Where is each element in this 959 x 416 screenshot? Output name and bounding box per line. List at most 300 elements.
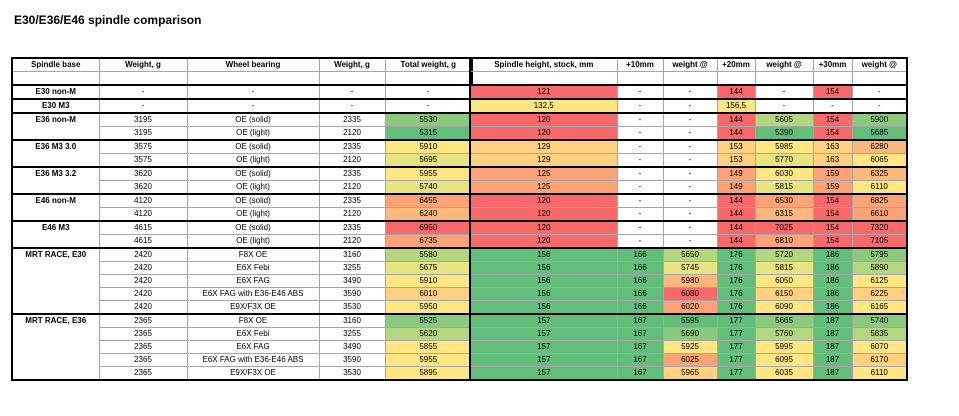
height-plus-30: 154 bbox=[813, 221, 852, 235]
height-plus-30: 187 bbox=[813, 328, 852, 341]
bearing-weight: 2335 bbox=[319, 194, 385, 208]
weight-at-20: 5665 bbox=[755, 314, 813, 328]
weight-at-10: 6080 bbox=[663, 288, 717, 301]
spindle-weight: 2365 bbox=[99, 328, 187, 341]
height-plus-20: 177 bbox=[717, 354, 755, 367]
height-plus-30: 163 bbox=[813, 140, 852, 154]
spindle-weight: 3575 bbox=[99, 154, 187, 168]
wheel-bearing: E9X/F3X OE bbox=[187, 367, 319, 381]
height-plus-10: - bbox=[617, 154, 663, 168]
table-row bbox=[470, 301, 907, 315]
bearing-weight: 2120 bbox=[319, 154, 385, 168]
spindle-weight: 4120 bbox=[99, 208, 187, 222]
total-weight: 6240 bbox=[385, 208, 472, 222]
weight-at-30: 5835 bbox=[852, 328, 907, 341]
spindle-height: 157 bbox=[470, 341, 617, 354]
wheel-bearing: E6X FAG with E36-E46 ABS bbox=[187, 354, 319, 367]
empty-cell bbox=[717, 72, 755, 86]
height-plus-30: 187 bbox=[813, 354, 852, 367]
total-weight: 6455 bbox=[385, 194, 472, 208]
weight-at-30: 6325 bbox=[852, 167, 907, 181]
weight-at-10: 6025 bbox=[663, 354, 717, 367]
table-row bbox=[470, 354, 907, 367]
bearing-weight: 2120 bbox=[319, 235, 385, 249]
spindle-weight: 4615 bbox=[99, 235, 187, 249]
total-weight: 5910 bbox=[385, 140, 472, 154]
weight-at-20: - bbox=[755, 99, 813, 113]
bearing-weight: 2120 bbox=[319, 181, 385, 195]
height-plus-30: 154 bbox=[813, 113, 852, 127]
weight-at-20: 6090 bbox=[755, 301, 813, 315]
total-weight: 5910 bbox=[385, 275, 472, 288]
total-weight: 5950 bbox=[385, 301, 472, 315]
weight-at-20: 6150 bbox=[755, 288, 813, 301]
table-row bbox=[12, 99, 472, 113]
height-plus-20: 149 bbox=[717, 167, 755, 181]
weight-at-30: 5890 bbox=[852, 262, 907, 275]
height-plus-20: 176 bbox=[717, 262, 755, 275]
column-header: Spindle height, stock, mm bbox=[470, 58, 617, 72]
table-row bbox=[12, 167, 472, 181]
spindle-height: 120 bbox=[470, 235, 617, 249]
height-plus-10: - bbox=[617, 99, 663, 113]
weight-at-20: 6530 bbox=[755, 194, 813, 208]
column-header: Total weight, g bbox=[385, 58, 472, 72]
height-plus-10: 166 bbox=[617, 301, 663, 315]
weight-at-10: 5595 bbox=[663, 314, 717, 328]
bearing-weight: 3530 bbox=[319, 367, 385, 381]
wheel-bearing: OE (light) bbox=[187, 235, 319, 249]
table-row bbox=[470, 367, 907, 381]
weight-at-20: 5995 bbox=[755, 341, 813, 354]
height-plus-20: 177 bbox=[717, 314, 755, 328]
table-row bbox=[12, 113, 472, 127]
column-header: Wheel bearing bbox=[187, 58, 319, 72]
empty-cell bbox=[99, 72, 187, 86]
weight-at-30: 5795 bbox=[852, 248, 907, 262]
wheel-bearing: OE (solid) bbox=[187, 221, 319, 235]
empty-cell bbox=[12, 72, 99, 86]
bearing-weight: - bbox=[319, 85, 385, 99]
spindle-weight: 2420 bbox=[99, 288, 187, 301]
wheel-bearing: E6X Febi bbox=[187, 262, 319, 275]
height-plus-20: 156,5 bbox=[717, 99, 755, 113]
height-plus-30: 159 bbox=[813, 167, 852, 181]
height-plus-20: 176 bbox=[717, 275, 755, 288]
empty-cell bbox=[852, 72, 907, 86]
weight-at-20: 6810 bbox=[755, 235, 813, 249]
spindle-height: 120 bbox=[470, 208, 617, 222]
table-row bbox=[470, 328, 907, 341]
wheel-bearing: E6X FAG with E36-E46 ABS bbox=[187, 288, 319, 301]
spindle-weight: 3620 bbox=[99, 181, 187, 195]
height-plus-10: - bbox=[617, 208, 663, 222]
weight-at-30: - bbox=[852, 99, 907, 113]
empty-cell bbox=[663, 72, 717, 86]
weight-at-10: 5650 bbox=[663, 248, 717, 262]
weight-at-30: 6170 bbox=[852, 354, 907, 367]
height-plus-30: 187 bbox=[813, 314, 852, 328]
empty-cell bbox=[617, 72, 663, 86]
weight-at-10: - bbox=[663, 208, 717, 222]
weight-at-30: 6825 bbox=[852, 194, 907, 208]
bearing-weight: - bbox=[319, 99, 385, 113]
table-row bbox=[470, 262, 907, 275]
weight-at-30: 6065 bbox=[852, 154, 907, 168]
height-plus-30: 154 bbox=[813, 208, 852, 222]
weight-at-20: 5720 bbox=[755, 248, 813, 262]
weight-at-30: 6110 bbox=[852, 181, 907, 195]
height-plus-30: 163 bbox=[813, 154, 852, 168]
weight-at-30: 5685 bbox=[852, 127, 907, 141]
total-weight: 5530 bbox=[385, 113, 472, 127]
height-plus-20: 149 bbox=[717, 181, 755, 195]
height-plus-20: 144 bbox=[717, 127, 755, 141]
spindle-weight: 4120 bbox=[99, 194, 187, 208]
height-plus-20: 176 bbox=[717, 288, 755, 301]
height-plus-30: - bbox=[813, 99, 852, 113]
weight-at-10: - bbox=[663, 154, 717, 168]
bearing-weight: 2335 bbox=[319, 221, 385, 235]
empty-cell bbox=[187, 72, 319, 86]
height-plus-20: 144 bbox=[717, 221, 755, 235]
header-row bbox=[12, 58, 472, 72]
wheel-bearing: OE (light) bbox=[187, 154, 319, 168]
column-header: weight @ bbox=[852, 58, 907, 72]
weight-at-10: 5690 bbox=[663, 328, 717, 341]
total-weight: 5525 bbox=[385, 314, 472, 328]
height-plus-20: 144 bbox=[717, 235, 755, 249]
height-plus-10: - bbox=[617, 221, 663, 235]
table-row bbox=[470, 208, 907, 222]
spindle-height: 120 bbox=[470, 113, 617, 127]
bearing-weight: 3590 bbox=[319, 288, 385, 301]
spindle-height: 157 bbox=[470, 328, 617, 341]
height-plus-30: 186 bbox=[813, 288, 852, 301]
wheel-bearing: OE (light) bbox=[187, 127, 319, 141]
spindle-base-label: E46 non-M bbox=[12, 194, 99, 221]
weight-at-10: 6020 bbox=[663, 301, 717, 315]
height-plus-10: - bbox=[617, 140, 663, 154]
bearing-weight: 3160 bbox=[319, 248, 385, 262]
table-row bbox=[470, 288, 907, 301]
spindle-base-label: E36 M3 3.0 bbox=[12, 140, 99, 167]
table-row bbox=[470, 181, 907, 195]
column-header: +10mm bbox=[617, 58, 663, 72]
height-plus-10: 167 bbox=[617, 314, 663, 328]
bearing-weight: 3160 bbox=[319, 314, 385, 328]
table-row bbox=[470, 113, 907, 127]
weight-table bbox=[11, 57, 473, 381]
height-plus-30: 154 bbox=[813, 194, 852, 208]
spindle-height: 157 bbox=[470, 354, 617, 367]
spindle-height: 125 bbox=[470, 167, 617, 181]
height-plus-30: 159 bbox=[813, 181, 852, 195]
spindle-weight: 3575 bbox=[99, 140, 187, 154]
spacer-row bbox=[470, 72, 907, 86]
bearing-weight: 2120 bbox=[319, 127, 385, 141]
total-weight: 5895 bbox=[385, 367, 472, 381]
weight-at-10: 5745 bbox=[663, 262, 717, 275]
wheel-bearing: OE (light) bbox=[187, 208, 319, 222]
weight-at-20: 6030 bbox=[755, 167, 813, 181]
bearing-weight: 2120 bbox=[319, 208, 385, 222]
bearing-weight: 2335 bbox=[319, 140, 385, 154]
height-plus-10: 167 bbox=[617, 328, 663, 341]
spindle-height: 129 bbox=[470, 154, 617, 168]
spacer-row bbox=[12, 72, 472, 86]
total-weight: 6735 bbox=[385, 235, 472, 249]
spindle-weight: 2365 bbox=[99, 341, 187, 354]
table-row bbox=[470, 127, 907, 141]
spindle-weight: 2365 bbox=[99, 314, 187, 328]
spindle-weight: 2420 bbox=[99, 262, 187, 275]
height-plus-10: - bbox=[617, 85, 663, 99]
table-row bbox=[470, 341, 907, 354]
empty-cell bbox=[319, 72, 385, 86]
weight-at-10: - bbox=[663, 181, 717, 195]
spindle-height: 156 bbox=[470, 248, 617, 262]
bearing-weight: 2335 bbox=[319, 113, 385, 127]
empty-cell bbox=[755, 72, 813, 86]
spindle-height: 120 bbox=[470, 221, 617, 235]
table-row bbox=[470, 140, 907, 154]
weight-at-30: 6110 bbox=[852, 367, 907, 381]
height-plus-10: 166 bbox=[617, 275, 663, 288]
weight-at-10: - bbox=[663, 235, 717, 249]
bearing-weight: 3530 bbox=[319, 301, 385, 315]
page-title: E30/E36/E46 spindle comparison bbox=[14, 13, 202, 27]
total-weight: 5695 bbox=[385, 154, 472, 168]
weight-at-30: 7320 bbox=[852, 221, 907, 235]
height-plus-30: 186 bbox=[813, 301, 852, 315]
spindle-height: 157 bbox=[470, 367, 617, 381]
wheel-bearing: OE (solid) bbox=[187, 140, 319, 154]
height-plus-10: 166 bbox=[617, 248, 663, 262]
total-weight: 6010 bbox=[385, 288, 472, 301]
header-row bbox=[470, 58, 907, 72]
height-plus-10: - bbox=[617, 167, 663, 181]
spindle-height: 121 bbox=[470, 85, 617, 99]
wheel-bearing: E6X Febi bbox=[187, 328, 319, 341]
spindle-height: 156 bbox=[470, 301, 617, 315]
spindle-weight: - bbox=[99, 85, 187, 99]
weight-at-20: 5770 bbox=[755, 154, 813, 168]
spindle-height: 120 bbox=[470, 194, 617, 208]
weight-at-20: 5815 bbox=[755, 181, 813, 195]
height-plus-10: - bbox=[617, 235, 663, 249]
wheel-bearing: E6X FAG bbox=[187, 275, 319, 288]
column-header: weight @ bbox=[755, 58, 813, 72]
wheel-bearing: OE (light) bbox=[187, 181, 319, 195]
weight-at-20: 6315 bbox=[755, 208, 813, 222]
height-plus-10: - bbox=[617, 181, 663, 195]
wheel-bearing: OE (solid) bbox=[187, 167, 319, 181]
table-row bbox=[470, 314, 907, 328]
weight-at-20: 6035 bbox=[755, 367, 813, 381]
table-row bbox=[12, 314, 472, 328]
bearing-weight: 2335 bbox=[319, 167, 385, 181]
total-weight: 5740 bbox=[385, 181, 472, 195]
height-plus-10: 166 bbox=[617, 288, 663, 301]
weight-at-20: 5815 bbox=[755, 262, 813, 275]
wheel-bearing: - bbox=[187, 85, 319, 99]
spindle-height: 120 bbox=[470, 127, 617, 141]
spindle-weight: 3620 bbox=[99, 167, 187, 181]
table-row bbox=[470, 154, 907, 168]
total-weight: 5955 bbox=[385, 354, 472, 367]
spindle-base-label: E30 M3 bbox=[12, 99, 99, 113]
table-row bbox=[470, 248, 907, 262]
spindle-base-label: E46 M3 bbox=[12, 221, 99, 248]
height-plus-10: - bbox=[617, 127, 663, 141]
height-plus-10: 167 bbox=[617, 354, 663, 367]
weight-at-20: 6050 bbox=[755, 275, 813, 288]
bearing-weight: 3490 bbox=[319, 341, 385, 354]
wheel-bearing: E6X FAG bbox=[187, 341, 319, 354]
height-plus-30: 154 bbox=[813, 235, 852, 249]
table-row bbox=[470, 85, 907, 99]
height-plus-10: 167 bbox=[617, 367, 663, 381]
spindle-height: 157 bbox=[470, 314, 617, 328]
height-plus-30: 187 bbox=[813, 367, 852, 381]
spindle-height: 125 bbox=[470, 181, 617, 195]
weight-at-30: 6165 bbox=[852, 301, 907, 315]
table-row bbox=[470, 99, 907, 113]
table-row bbox=[12, 221, 472, 235]
weight-at-20: - bbox=[755, 85, 813, 99]
table-row bbox=[12, 194, 472, 208]
table-row bbox=[12, 85, 472, 99]
weight-at-20: 5390 bbox=[755, 127, 813, 141]
bearing-weight: 3490 bbox=[319, 275, 385, 288]
height-plus-20: 176 bbox=[717, 301, 755, 315]
weight-at-30: 6225 bbox=[852, 288, 907, 301]
height-plus-20: 176 bbox=[717, 248, 755, 262]
height-plus-20: 144 bbox=[717, 208, 755, 222]
spindle-height: 156 bbox=[470, 288, 617, 301]
weight-at-10: - bbox=[663, 194, 717, 208]
weight-at-30: 6125 bbox=[852, 275, 907, 288]
height-plus-20: 177 bbox=[717, 367, 755, 381]
spindle-weight: 2420 bbox=[99, 301, 187, 315]
total-weight: - bbox=[385, 99, 472, 113]
column-header: Spindle base bbox=[12, 58, 99, 72]
spindle-height-table bbox=[469, 57, 908, 381]
weight-at-30: 6070 bbox=[852, 341, 907, 354]
weight-at-30: 6280 bbox=[852, 140, 907, 154]
height-plus-10: - bbox=[617, 113, 663, 127]
spindle-height: 129 bbox=[470, 140, 617, 154]
column-header: Weight, g bbox=[319, 58, 385, 72]
height-plus-30: 186 bbox=[813, 275, 852, 288]
height-plus-30: 154 bbox=[813, 85, 852, 99]
height-plus-20: 144 bbox=[717, 85, 755, 99]
column-header: +20mm bbox=[717, 58, 755, 72]
spindle-base-label: MRT RACE, E30 bbox=[12, 248, 99, 314]
column-header: Weight, g bbox=[99, 58, 187, 72]
total-weight: 5620 bbox=[385, 328, 472, 341]
weight-at-20: 7025 bbox=[755, 221, 813, 235]
height-plus-20: 153 bbox=[717, 140, 755, 154]
weight-at-30: 5740 bbox=[852, 314, 907, 328]
weight-at-10: - bbox=[663, 167, 717, 181]
height-plus-20: 144 bbox=[717, 113, 755, 127]
height-plus-10: 167 bbox=[617, 341, 663, 354]
height-plus-30: 186 bbox=[813, 262, 852, 275]
weight-at-10: - bbox=[663, 221, 717, 235]
wheel-bearing: E9X/F3X OE bbox=[187, 301, 319, 315]
weight-at-30: 7105 bbox=[852, 235, 907, 249]
spindle-weight: 2365 bbox=[99, 367, 187, 381]
total-weight: 5955 bbox=[385, 167, 472, 181]
table-row bbox=[470, 221, 907, 235]
bearing-weight: 3255 bbox=[319, 328, 385, 341]
spindle-base-label: MRT RACE, E36 bbox=[12, 314, 99, 380]
weight-at-10: 5980 bbox=[663, 275, 717, 288]
empty-cell bbox=[813, 72, 852, 86]
spindle-height: 156 bbox=[470, 275, 617, 288]
empty-cell bbox=[385, 72, 472, 86]
weight-at-30: 6610 bbox=[852, 208, 907, 222]
spindle-weight: 3195 bbox=[99, 127, 187, 141]
spindle-weight: 2420 bbox=[99, 275, 187, 288]
height-plus-30: 186 bbox=[813, 248, 852, 262]
wheel-bearing: F8X OE bbox=[187, 314, 319, 328]
table-row bbox=[470, 235, 907, 249]
weight-at-20: 6095 bbox=[755, 354, 813, 367]
weight-at-10: - bbox=[663, 99, 717, 113]
weight-at-10: - bbox=[663, 85, 717, 99]
spindle-base-label: E36 non-M bbox=[12, 113, 99, 140]
spindle-base-label: E36 M3 3.2 bbox=[12, 167, 99, 194]
total-weight: - bbox=[385, 85, 472, 99]
height-plus-10: 166 bbox=[617, 262, 663, 275]
height-plus-20: 177 bbox=[717, 341, 755, 354]
table-row bbox=[470, 167, 907, 181]
spindle-weight: 2420 bbox=[99, 248, 187, 262]
column-header: weight @ bbox=[663, 58, 717, 72]
wheel-bearing: F8X OE bbox=[187, 248, 319, 262]
table-row bbox=[470, 275, 907, 288]
height-plus-30: 187 bbox=[813, 341, 852, 354]
empty-cell bbox=[470, 72, 617, 86]
weight-at-10: 5965 bbox=[663, 367, 717, 381]
height-plus-20: 144 bbox=[717, 194, 755, 208]
height-plus-20: 177 bbox=[717, 328, 755, 341]
wheel-bearing: OE (solid) bbox=[187, 194, 319, 208]
spindle-base-label: E30 non-M bbox=[12, 85, 99, 99]
bearing-weight: 3255 bbox=[319, 262, 385, 275]
table-row bbox=[12, 248, 472, 262]
total-weight: 5315 bbox=[385, 127, 472, 141]
spindle-weight: 2365 bbox=[99, 354, 187, 367]
weight-at-20: 5760 bbox=[755, 328, 813, 341]
total-weight: 5675 bbox=[385, 262, 472, 275]
bearing-weight: 3590 bbox=[319, 354, 385, 367]
weight-at-30: 5900 bbox=[852, 113, 907, 127]
spindle-weight: 4615 bbox=[99, 221, 187, 235]
wheel-bearing: OE (solid) bbox=[187, 113, 319, 127]
total-weight: 5855 bbox=[385, 341, 472, 354]
weight-at-20: 5605 bbox=[755, 113, 813, 127]
wheel-bearing: - bbox=[187, 99, 319, 113]
total-weight: 5580 bbox=[385, 248, 472, 262]
table-row bbox=[12, 140, 472, 154]
height-plus-30: 154 bbox=[813, 127, 852, 141]
weight-at-10: - bbox=[663, 140, 717, 154]
weight-at-10: - bbox=[663, 127, 717, 141]
